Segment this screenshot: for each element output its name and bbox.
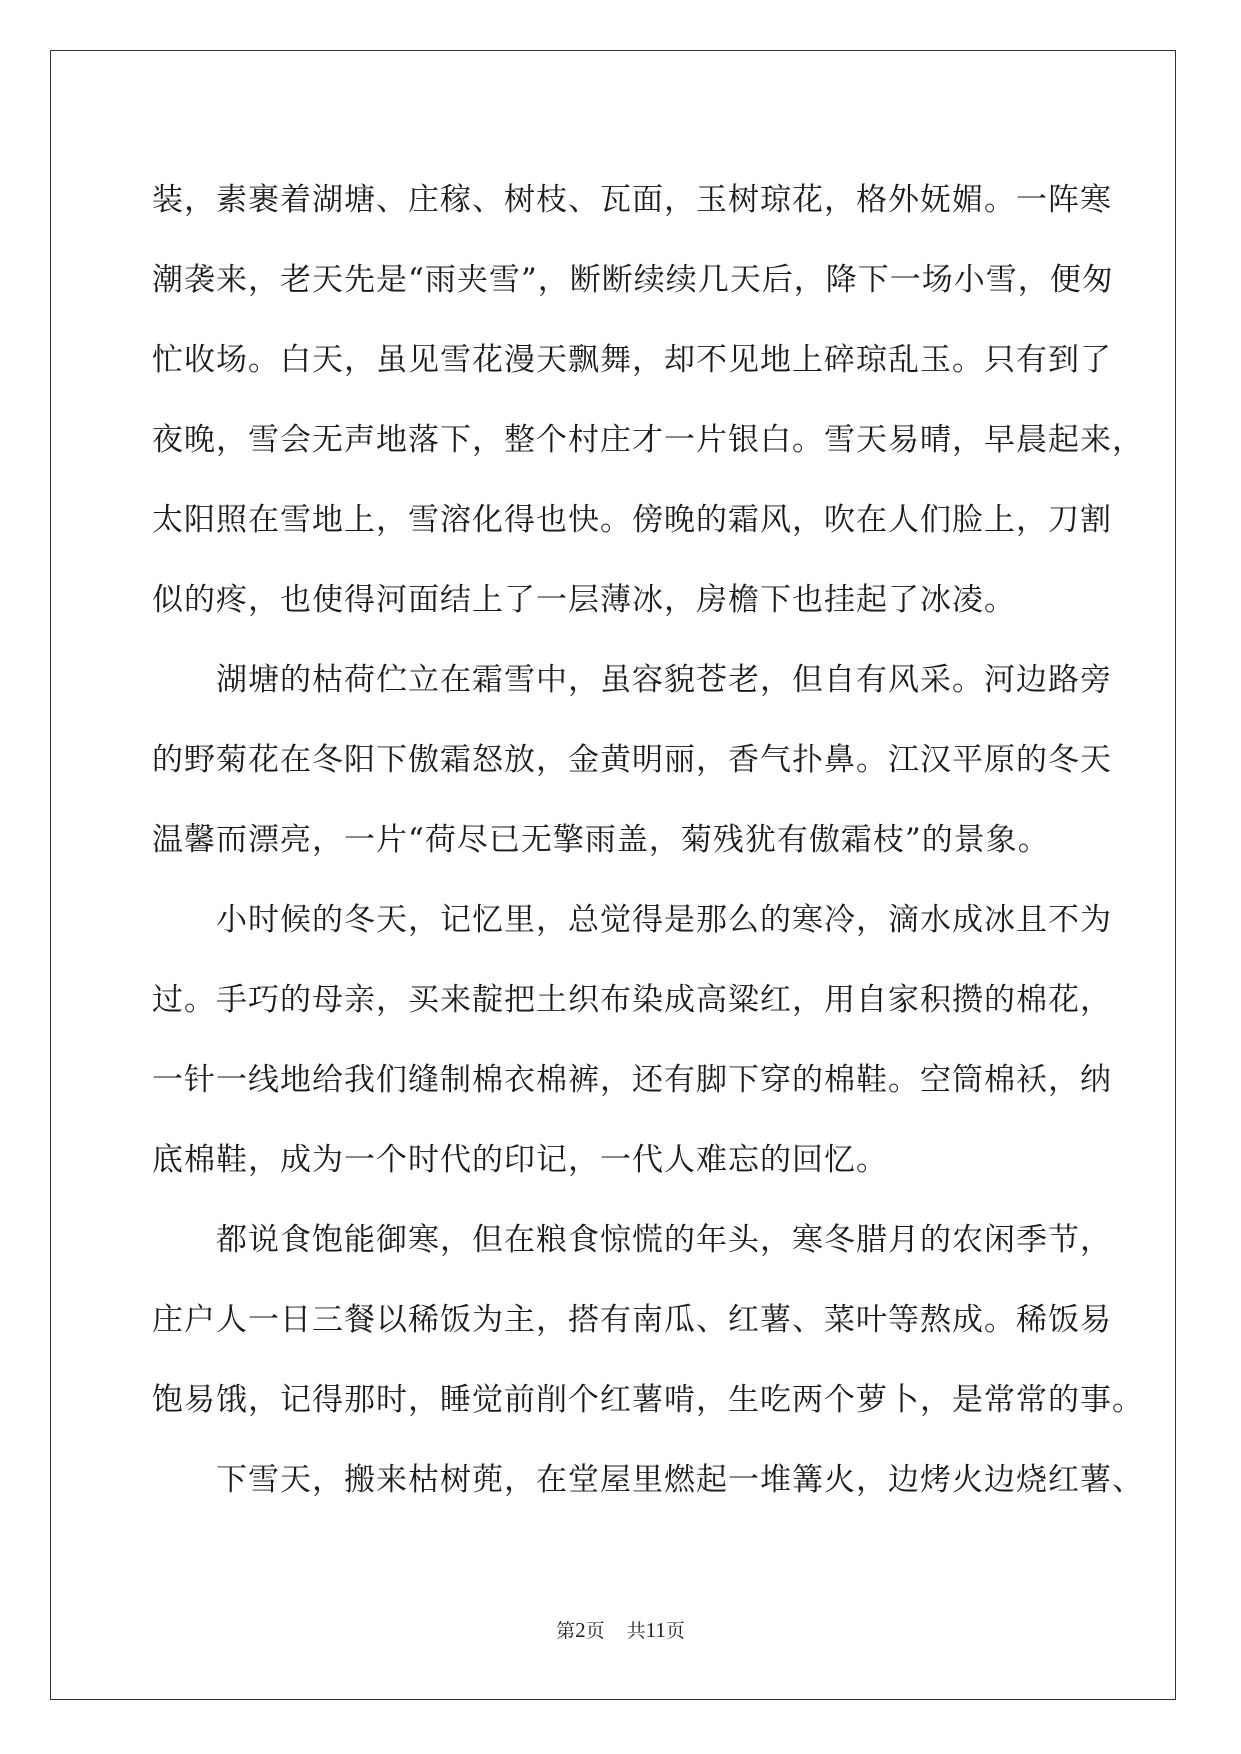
text-line: 都说食饱能御寒，但在粮食惊慌的年头，寒冬腊月的农闲季节，: [216, 1222, 1112, 1258]
total-pages-number: 11: [645, 1618, 666, 1642]
footer-total-prefix: 共: [626, 1620, 646, 1642]
text-line: 夜晚，雪会无声地落下，整个村庄才一片银白。雪天易晴，早晨起来，: [152, 422, 1144, 458]
text-line: 下雪天，搬来枯树蔸，在堂屋里燃起一堆篝火，边烤火边烧红薯、: [216, 1462, 1144, 1498]
page-footer: [0, 1616, 1241, 1643]
paragraph: [152, 1200, 1144, 1440]
text-line: 的野菊花在冬阳下傲霜怒放，金黄明丽，香气扑鼻。江汉平原的冬天: [152, 742, 1112, 778]
text-line: 装，素裹着湖塘、庄稼、树枝、瓦面，玉树琼花，格外妩媚。一阵寒: [152, 182, 1112, 218]
text-line: 小时候的冬天，记忆里，总觉得是那么的寒冷，滴水成冰且不为: [216, 902, 1112, 938]
document-body: [152, 160, 1144, 1520]
paragraph: [152, 640, 1112, 880]
text-line: 一针一线地给我们缝制棉衣棉裤，还有脚下穿的棉鞋。空筒棉袄，纳: [152, 1062, 1112, 1098]
paragraph: [152, 880, 1112, 1200]
current-page-number: 2: [575, 1618, 586, 1642]
text-line: 太阳照在雪地上，雪溶化得也快。傍晚的霜风，吹在人们脸上，刀割: [152, 502, 1112, 538]
text-line: 饱易饿，记得那时，睡觉前削个红薯啃，生吃两个萝卜，是常常的事。: [152, 1382, 1144, 1418]
paragraph: [152, 160, 1144, 640]
text-line: 温馨而漂亮，一片“荷尽已无擎雨盖，菊残犹有傲霜枝”的景象。: [152, 822, 1050, 858]
footer-page-unit: 页: [585, 1620, 605, 1642]
text-line: 湖塘的枯荷伫立在霜雪中，虽容貌苍老，但自有风采。河边路旁: [216, 662, 1112, 698]
text-line: 过。手巧的母亲，买来靛把土织布染成高粱红，用自家积攒的棉花，: [152, 982, 1112, 1018]
text-line: 庄户人一日三餐以稀饭为主，搭有南瓜、红薯、菜叶等熬成。稀饭易: [152, 1302, 1112, 1338]
text-line: 底棉鞋，成为一个时代的印记，一代人难忘的回忆。: [152, 1142, 888, 1178]
text-line: 似的疼，也使得河面结上了一层薄冰，房檐下也挂起了冰凌。: [152, 582, 1016, 618]
paragraph: [152, 1440, 1144, 1520]
text-line: 潮袭来，老天先是“雨夹雪”，断断续续几天后，降下一场小雪，便匆: [152, 262, 1114, 298]
footer-total-unit: 页: [665, 1620, 685, 1642]
footer-prefix: 第: [556, 1620, 576, 1642]
text-line: 忙收场。白天，虽见雪花漫天飘舞，却不见地上碎琼乱玉。只有到了: [152, 342, 1112, 378]
